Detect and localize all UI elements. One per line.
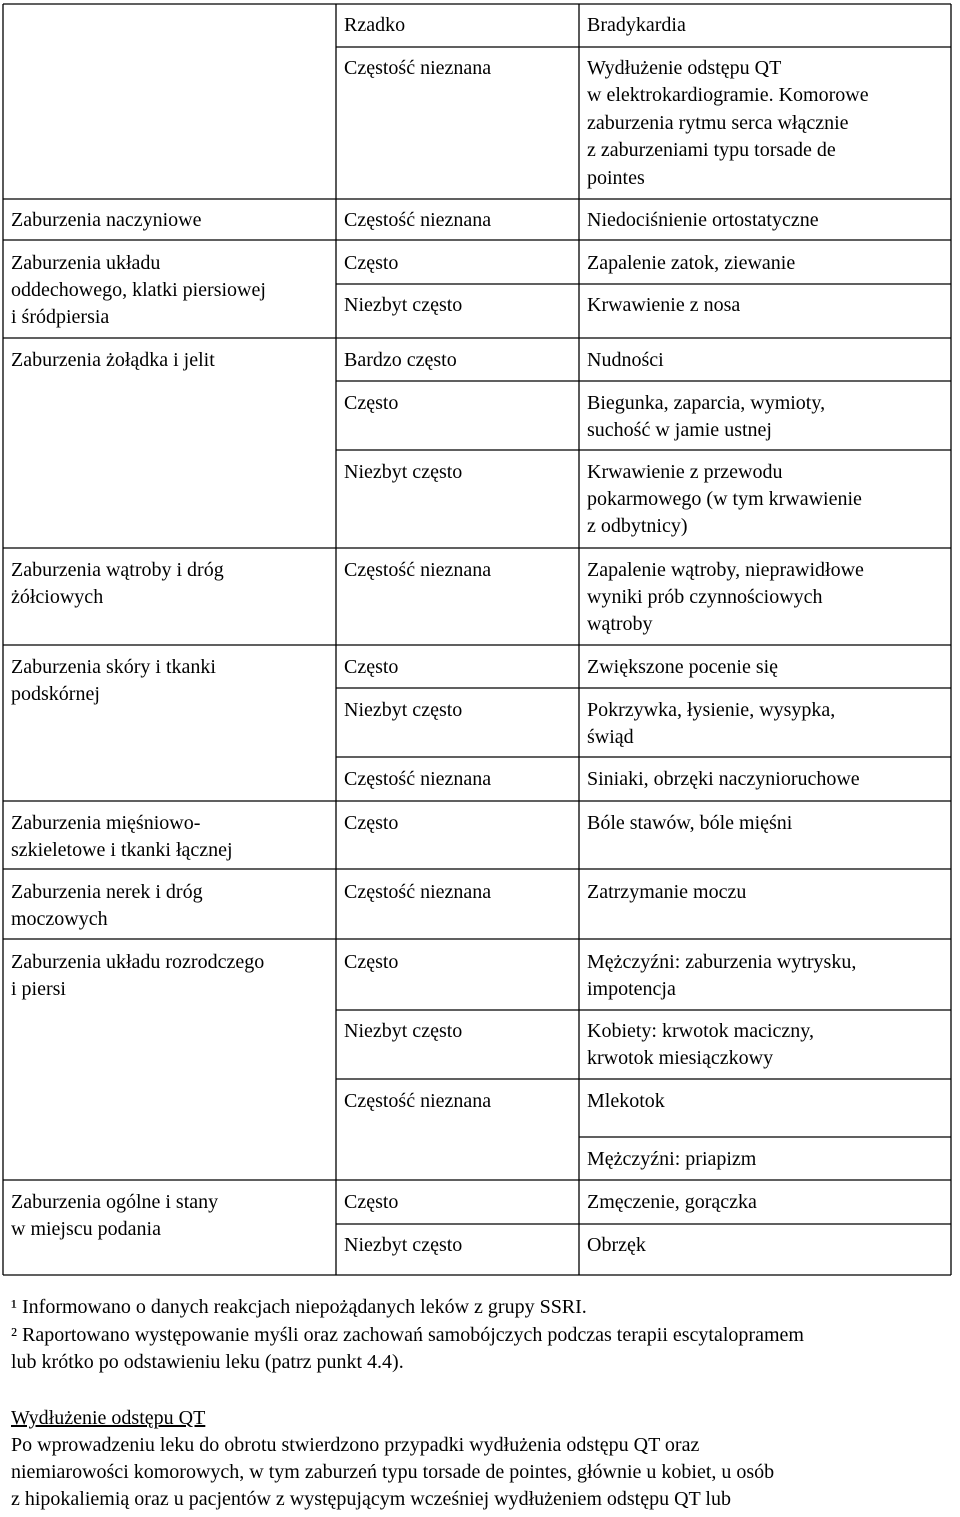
effect-cell-line: wyniki prób czynnościowych bbox=[587, 586, 823, 608]
frequency-cell: Często bbox=[344, 812, 399, 834]
effect-cell: Nudności bbox=[587, 349, 664, 371]
organ-class-cell-line: Zaburzenia układu bbox=[11, 252, 161, 274]
frequency-cell: Częstość nieznana bbox=[344, 1090, 492, 1112]
effect-cell-line: Wydłużenie odstępu QT bbox=[587, 57, 782, 79]
effect-cell-line: impotencja bbox=[587, 978, 676, 1000]
organ-class-cell-line: Zaburzenia wątroby i dróg bbox=[11, 559, 224, 581]
organ-class-cell: Zaburzenia naczyniowe bbox=[11, 209, 202, 231]
footnote-2-line: ² Raportowano występowanie myśli oraz zachowań samobójczych podczas terapii escytalopramem bbox=[11, 1324, 804, 1346]
effect-cell: Zwiększone pocenie się bbox=[587, 656, 779, 678]
frequency-cell: Niezbyt często bbox=[344, 1234, 463, 1256]
effect-cell-line: Kobiety: krwotok maciczny, bbox=[587, 1020, 814, 1042]
organ-class-cell-line: oddechowego, klatki piersiowej bbox=[11, 279, 266, 301]
effect-cell: Bradykardia bbox=[587, 14, 686, 36]
effect-cell: Zatrzymanie moczu bbox=[587, 881, 747, 903]
organ-class-cell-line: szkieletowe i tkanki łącznej bbox=[11, 839, 233, 861]
effect-cell: Niedociśnienie ortostatyczne bbox=[587, 209, 819, 231]
effect-cell-line: świąd bbox=[587, 726, 634, 748]
frequency-cell: Często bbox=[344, 656, 399, 678]
effect-cell-line: krwotok miesiączkowy bbox=[587, 1047, 774, 1069]
effect-cell: Zapalenie zatok, ziewanie bbox=[587, 252, 796, 274]
section-paragraph-line: z hipokaliemią oraz u pacjentów z występującym wcześniej wydłużeniem odstępu QT lub bbox=[11, 1488, 731, 1510]
effect-cell-line: z zaburzeniami typu torsade de bbox=[587, 139, 836, 161]
effect-cell-line: z odbytnicy) bbox=[587, 515, 688, 537]
effect-cell: Mężczyźni: priapizm bbox=[587, 1148, 757, 1170]
effect-cell-line: zaburzenia rytmu serca włącznie bbox=[587, 112, 849, 134]
frequency-cell: Częstość nieznana bbox=[344, 559, 492, 581]
effect-cell-line: wątroby bbox=[587, 613, 653, 635]
effect-cell-line: pointes bbox=[587, 167, 645, 189]
organ-class-cell-line: moczowych bbox=[11, 908, 108, 930]
section-paragraph-line: Po wprowadzeniu leku do obrotu stwierdzono przypadki wydłużenia odstępu QT oraz bbox=[11, 1434, 700, 1456]
frequency-cell: Niezbyt często bbox=[344, 461, 463, 483]
frequency-cell: Bardzo często bbox=[344, 349, 457, 371]
organ-class-cell-line: Zaburzenia układu rozrodczego bbox=[11, 951, 265, 973]
organ-class-cell-line: Zaburzenia ogólne i stany bbox=[11, 1191, 219, 1213]
organ-class-cell-line: Zaburzenia mięśniowo- bbox=[11, 812, 201, 834]
frequency-cell: Niezbyt często bbox=[344, 294, 463, 316]
frequency-cell: Często bbox=[344, 392, 399, 414]
organ-class-cell-line: Zaburzenia skóry i tkanki bbox=[11, 656, 216, 678]
effect-cell: Zmęczenie, gorączka bbox=[587, 1191, 757, 1213]
footnote-1: ¹ Informowano o danych reakcjach niepożądanych leków z grupy SSRI. bbox=[11, 1296, 587, 1318]
organ-class-cell-line: i śródpiersia bbox=[11, 306, 110, 328]
frequency-cell: Częstość nieznana bbox=[344, 209, 492, 231]
organ-class-cell-line: żółciowych bbox=[11, 586, 104, 608]
effect-cell-line: Mężczyźni: zaburzenia wytrysku, bbox=[587, 951, 857, 973]
effect-cell-line: Zapalenie wątroby, nieprawidłowe bbox=[587, 559, 864, 581]
section-heading: Wydłużenie odstępu QT bbox=[11, 1407, 206, 1429]
organ-class-cell-line: w miejscu podania bbox=[11, 1218, 161, 1240]
effect-cell: Siniaki, obrzęki naczynioruchowe bbox=[587, 768, 860, 790]
organ-class-cell-line: i piersi bbox=[11, 978, 66, 1000]
frequency-cell: Często bbox=[344, 252, 399, 274]
frequency-cell: Niezbyt często bbox=[344, 1020, 463, 1042]
section-paragraph-line: niemiarowości komorowych, w tym zaburzeń typu torsade de pointes, głównie u kobiet, u osób bbox=[11, 1461, 775, 1483]
frequency-cell: Częstość nieznana bbox=[344, 57, 492, 79]
frequency-cell: Rzadko bbox=[344, 14, 406, 36]
footnote-2-line: lub krótko po odstawieniu leku (patrz punkt 4.4). bbox=[11, 1351, 404, 1373]
effect-cell-line: suchość w jamie ustnej bbox=[587, 419, 772, 441]
effect-cell: Obrzęk bbox=[587, 1234, 646, 1256]
frequency-cell: Częstość nieznana bbox=[344, 881, 492, 903]
organ-class-cell-line: Zaburzenia nerek i dróg bbox=[11, 881, 203, 903]
effect-cell-line: w elektrokardiogramie. Komorowe bbox=[587, 84, 869, 106]
frequency-cell: Często bbox=[344, 1191, 399, 1213]
effect-cell: Mlekotok bbox=[587, 1090, 665, 1112]
effect-cell-line: Pokrzywka, łysienie, wysypka, bbox=[587, 699, 836, 721]
frequency-cell: Częstość nieznana bbox=[344, 768, 492, 790]
effect-cell-line: Biegunka, zaparcia, wymioty, bbox=[587, 392, 826, 414]
effect-cell-line: Krwawienie z przewodu bbox=[587, 461, 783, 483]
effect-cell: Bóle stawów, bóle mięśni bbox=[587, 812, 793, 834]
organ-class-cell-line: podskórnej bbox=[11, 683, 100, 705]
frequency-cell: Niezbyt często bbox=[344, 699, 463, 721]
effect-cell: Krwawienie z nosa bbox=[587, 294, 741, 316]
frequency-cell: Często bbox=[344, 951, 399, 973]
effect-cell-line: pokarmowego (w tym krwawienie bbox=[587, 488, 862, 510]
organ-class-cell: Zaburzenia żołądka i jelit bbox=[11, 349, 215, 371]
